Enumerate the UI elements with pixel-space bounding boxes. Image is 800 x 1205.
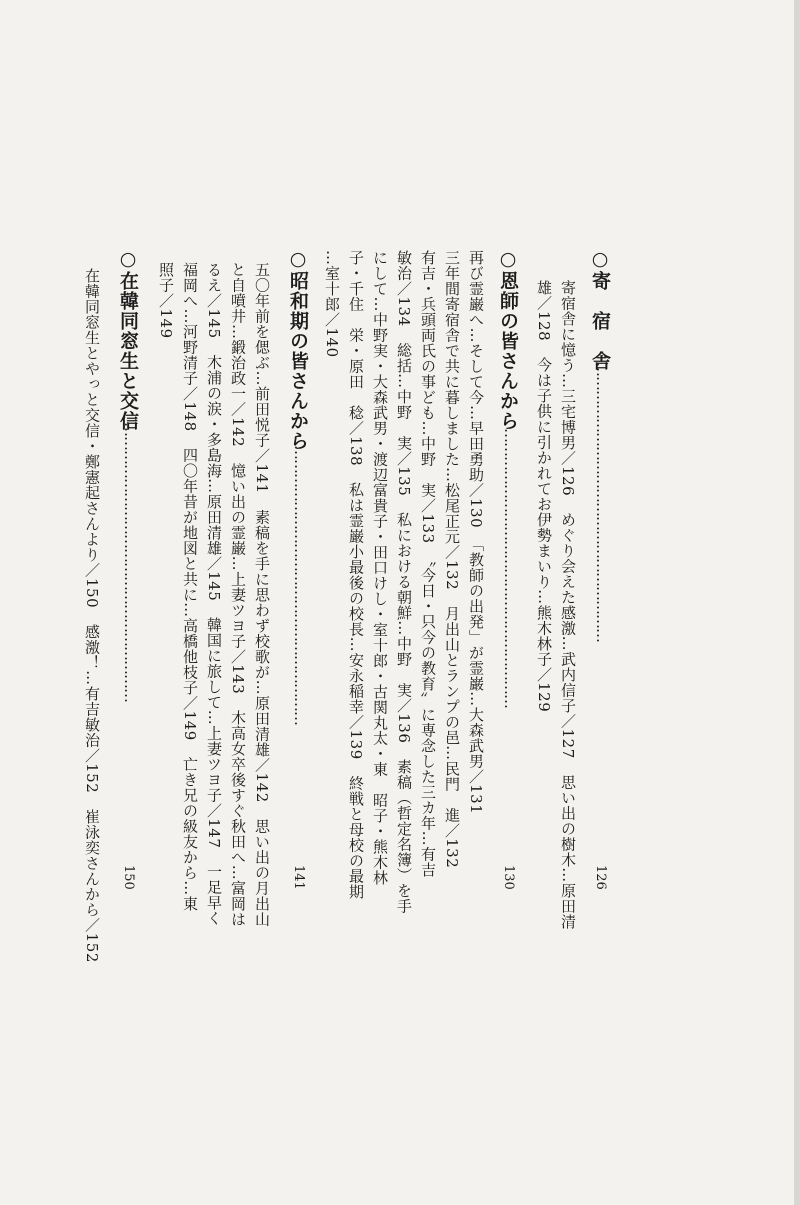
entry-line: と自噴井…鍛治政一／142 憶い出の霊巌…上妻ツヨ子／143 木高女卒後すぐ秋田へ…富岡は xyxy=(229,262,247,927)
entry-line: 五〇年前を偲ぶ…前田悦子／141 素稿を手に思わず校歌が…原田清雄／142 思い出の月出山 xyxy=(253,262,271,927)
entry-line: 敏治／134 総括…中野 実／135 私における朝鮮…中野 実／136 素稿（哲定名簿）を手 xyxy=(395,250,413,914)
leader-dots: …………………………………………………… xyxy=(593,362,611,642)
entry-line: 在韓同窓生とやっと交信・鄭憲起さんより／150 感激！…有吉敏治／152 崔泳奕さんから／152 xyxy=(83,268,101,963)
entry-line: 有吉・兵頭両氏の事ども…中野 実／133 〝今日・只今の教育〟に専念した三カ年…有吉 xyxy=(419,250,437,878)
entry-line: 再び霊巌へ…そして今…早田勇助／130 「教師の出発」が霊巌…大森武男／131 xyxy=(467,250,485,815)
section-page-number: 130 xyxy=(501,865,516,890)
entry-line: 照子／149 xyxy=(157,262,175,339)
page-edge xyxy=(794,0,800,1205)
section-heading-showa: ○昭和期の皆さんから xyxy=(287,248,309,451)
section-heading-dormitory: ○寄 宿 舎 xyxy=(589,248,611,371)
section-page-number: 126 xyxy=(593,865,608,890)
section-page-number: 141 xyxy=(291,865,306,890)
section-heading-korea: ○在韓同窓生と交信 xyxy=(117,248,139,431)
section-heading-teachers: ○恩師の皆さんから xyxy=(497,248,519,431)
entry-line: 寄宿舎に憶う…三宅博男／126 めぐり会えた感激…武内信子／127 思い出の樹木…原田清 xyxy=(559,280,577,930)
leader-dots: …………………………………………………… xyxy=(291,445,309,725)
entry-line: 三年間寄宿舎で共に暮しました…松尾正元／132 月出山とランプの邑…民門 進／132 xyxy=(443,250,461,869)
entry-line: るえ／145 木浦の涙・多島海…原田清雄／145 韓国に旅して…上妻ツヨ子／147 一足早く xyxy=(205,262,223,926)
entry-line: 子・千住 栄・原田 稔／138 私は霊巌小最後の校長…安永稲幸／139 終戦と母校の最期 xyxy=(347,250,365,900)
entry-line: 福岡へ…河野清子／148 四〇年昔が地図と共に…高橋他枝子／149 亡き兄の級友から…東 xyxy=(181,262,199,912)
section-page-number: 150 xyxy=(121,865,136,890)
leader-dots: …………………………………………………… xyxy=(121,422,139,702)
entry-line: にして…中野実・大森武男・渡辺富貴子・田口けし・室十郎・古関丸太・東 昭子・熊木林 xyxy=(371,250,389,886)
entry-line: 雄／128 今は子供に引かれてお伊勢まいり…熊木林子／129 xyxy=(535,280,553,713)
leader-dots: …………………………………………………… xyxy=(501,428,519,708)
entry-line: …室十郎／140 xyxy=(323,250,341,358)
